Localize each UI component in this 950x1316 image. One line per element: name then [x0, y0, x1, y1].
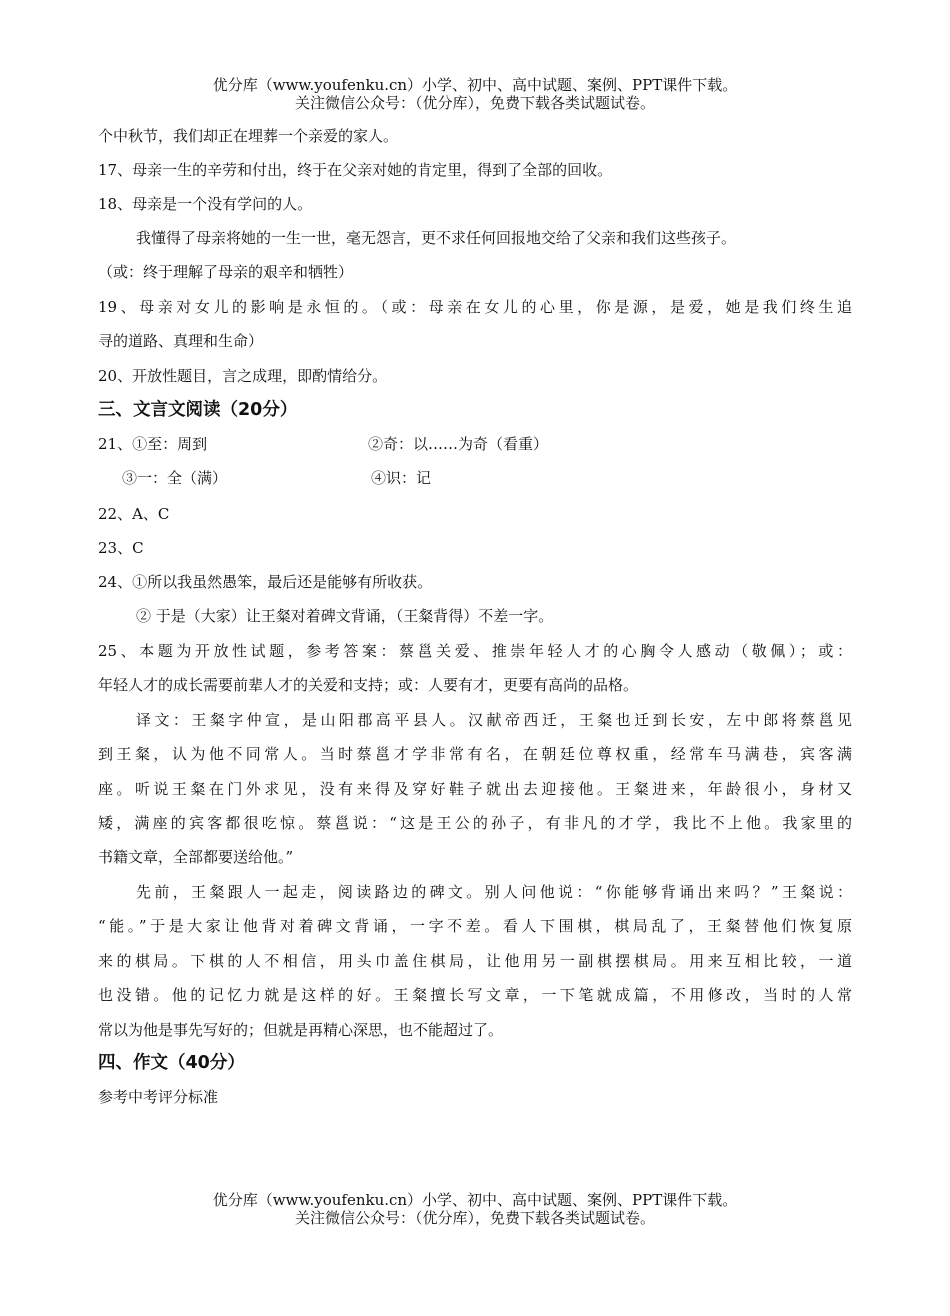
section-heading-4: 四、作文（40分）	[98, 1053, 245, 1073]
footer-line-1: 优分库（www.youfenku.cn）小学、初中、高中试题、案例、PPT课件下载。	[212, 1191, 738, 1209]
answer-18: 18、母亲是一个没有学问的人。	[98, 195, 313, 213]
answer-19-cont: 寻的道路、真理和生命）	[98, 332, 264, 350]
answer-24-2: ② 于是（大家）让王粲对着碑文背诵，（王粲背得）不差一字。	[136, 607, 554, 625]
translation-line: 到王粲，认为他不同常人。当时蔡邕才学非常有名，在朝廷位尊权重，经常车马满巷，宾客满	[98, 745, 852, 763]
translation-line: “能。”于是大家让他背对着碑文背诵，一字不差。看人下围棋，棋局乱了，王粲替他们恢复原	[98, 917, 852, 935]
answer-25-cont: 年轻人才的成长需要前辈人才的关爱和支持；或：人要有才，更要有高尚的品格。	[98, 676, 639, 694]
answer-21-4: ④识：记	[371, 469, 432, 487]
answer-18-detail: 我懂得了母亲将她的一生一世，毫无怨言，更不求任何回报地交给了父亲和我们这些孩子。	[136, 229, 737, 247]
answer-21-3: ③一：全（满）	[122, 469, 228, 487]
translation-line: 常以为他是事先写好的；但就是再精心深思，也不能超过了。	[98, 1021, 504, 1039]
answer-17: 17、母亲一生的辛劳和付出，终于在父亲对她的肯定里，得到了全部的回收。	[98, 161, 613, 179]
essay-note: 参考中考评分标准	[98, 1088, 219, 1106]
text-line: 个中秋节，我们却正在埋葬一个亲爱的家人。	[98, 127, 399, 145]
answer-25: 25、本题为开放性试题，参考答案：蔡邕关爱、推崇年轻人才的心胸令人感动（敬佩）；或：	[98, 642, 852, 660]
answer-23: 23、C	[98, 539, 144, 557]
answer-24-1: 24、①所以我虽然愚笨，最后还是能够有所收获。	[98, 573, 433, 591]
answer-19: 19、母亲对女儿的影响是永恒的。（或：母亲在女儿的心里，你是源，是爱，她是我们终生追	[98, 298, 852, 316]
header-line-1: 优分库（www.youfenku.cn）小学、初中、高中试题、案例、PPT课件下载。	[212, 76, 738, 94]
answer-21-2: ②奇：以……为奇（看重）	[368, 435, 549, 453]
answer-22: 22、A、C	[98, 505, 170, 523]
answer-21-1: 21、①至：周到	[98, 435, 208, 453]
translation-line: 书籍文章，全部都要送给他。”	[98, 848, 294, 866]
header-line-2: 关注微信公众号：（优分库），免费下载各类试题试卷。	[294, 94, 655, 112]
translation-line: 矮，满座的宾客都很吃惊。蔡邕说：“这是王公的孙子，有非凡的才学，我比不上他。我家里的	[98, 814, 852, 832]
footer-line-2: 关注微信公众号：（优分库），免费下载各类试题试卷。	[294, 1209, 655, 1227]
translation-line: 也没错。他的记忆力就是这样的好。王粲擅长写文章，一下笔就成篇，不用修改，当时的人常	[98, 986, 852, 1004]
answer-20: 20、开放性题目，言之成理，即酌情给分。	[98, 367, 388, 385]
answer-18-alt: （或：终于理解了母亲的艰辛和牺牲）	[98, 263, 354, 281]
translation-line: 先前，王粲跟人一起走，阅读路边的碑文。别人问他说：“你能够背诵出来吗？”王粲说：	[136, 883, 852, 901]
section-heading-3: 三、文言文阅读（20分）	[98, 400, 298, 420]
translation-line: 来的棋局。下棋的人不相信，用头巾盖住棋局，让他用另一副棋摆棋局。用来互相比较，一道	[98, 952, 852, 970]
translation-line: 译文：王粲字仲宣，是山阳郡高平县人。汉献帝西迁，王粲也迁到长安，左中郎将蔡邕见	[136, 711, 852, 729]
translation-line: 座。听说王粲在门外求见，没有来得及穿好鞋子就出去迎接他。王粲进来，年龄很小，身材又	[98, 780, 852, 798]
